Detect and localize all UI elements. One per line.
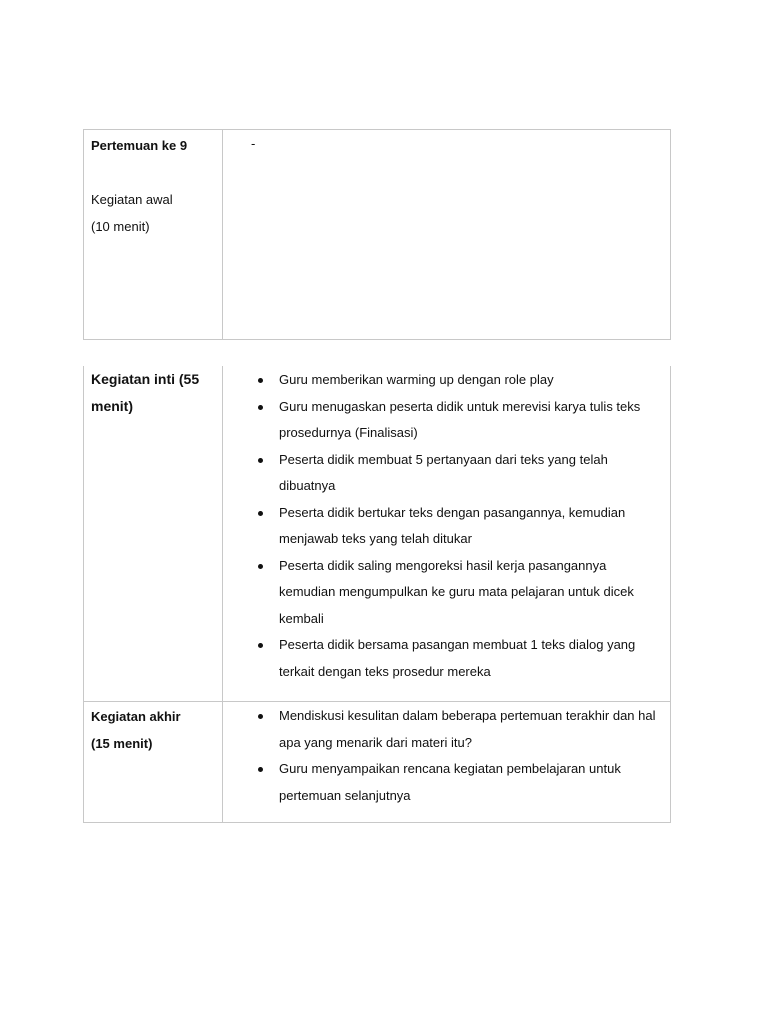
meeting-heading: Pertemuan ke 9 (91, 138, 188, 153)
list-item: Peserta didik bertukar teks dengan pasangannya, kemudian menjawab teks yang telah ditukar (223, 500, 664, 553)
opening-activity-content: - (251, 136, 256, 151)
opening-activity-label: Kegiatan awal (91, 192, 173, 207)
activities-table (83, 366, 671, 823)
closing-activity-duration: (15 menit) (91, 736, 153, 751)
closing-activity-list (223, 702, 670, 809)
meeting-9-table (83, 129, 671, 340)
list-item: Peserta didik membuat 5 pertanyaan dari teks yang telah dibuatnya (223, 447, 664, 500)
closing-activity-label-cell (84, 701, 223, 822)
core-activity-label: Kegiatan inti (55 menit) (84, 366, 223, 701)
opening-activity-content-cell (223, 130, 670, 339)
opening-activity-duration: (10 menit) (91, 219, 150, 234)
list-item: Guru menugaskan peserta didik untuk merevisi karya tulis teks prosedurnya (Finalisasi) (223, 394, 664, 447)
spacer (91, 159, 216, 186)
list-item: Peserta didik saling mengoreksi hasil kerja pasangannya kemudian mengumpulkan ke guru mata pelajaran untuk dicek kembali (223, 553, 664, 633)
core-activity-content-cell (223, 366, 670, 701)
closing-activity-content-cell (223, 701, 670, 822)
closing-activity-label: Kegiatan akhir (91, 709, 181, 724)
list-item: Mendiskusi kesulitan dalam beberapa pertemuan terakhir dan hal apa yang menarik dari materi itu? (223, 703, 664, 756)
list-item: Guru menyampaikan rencana kegiatan pembelajaran untuk pertemuan selanjutnya (223, 756, 664, 809)
core-activity-list (223, 366, 670, 685)
list-item: Guru memberikan warming up dengan role play (223, 367, 664, 394)
opening-activity-label-cell (84, 130, 223, 339)
list-item: Peserta didik bersama pasangan membuat 1 teks dialog yang terkait dengan teks prosedur mereka (223, 632, 664, 685)
